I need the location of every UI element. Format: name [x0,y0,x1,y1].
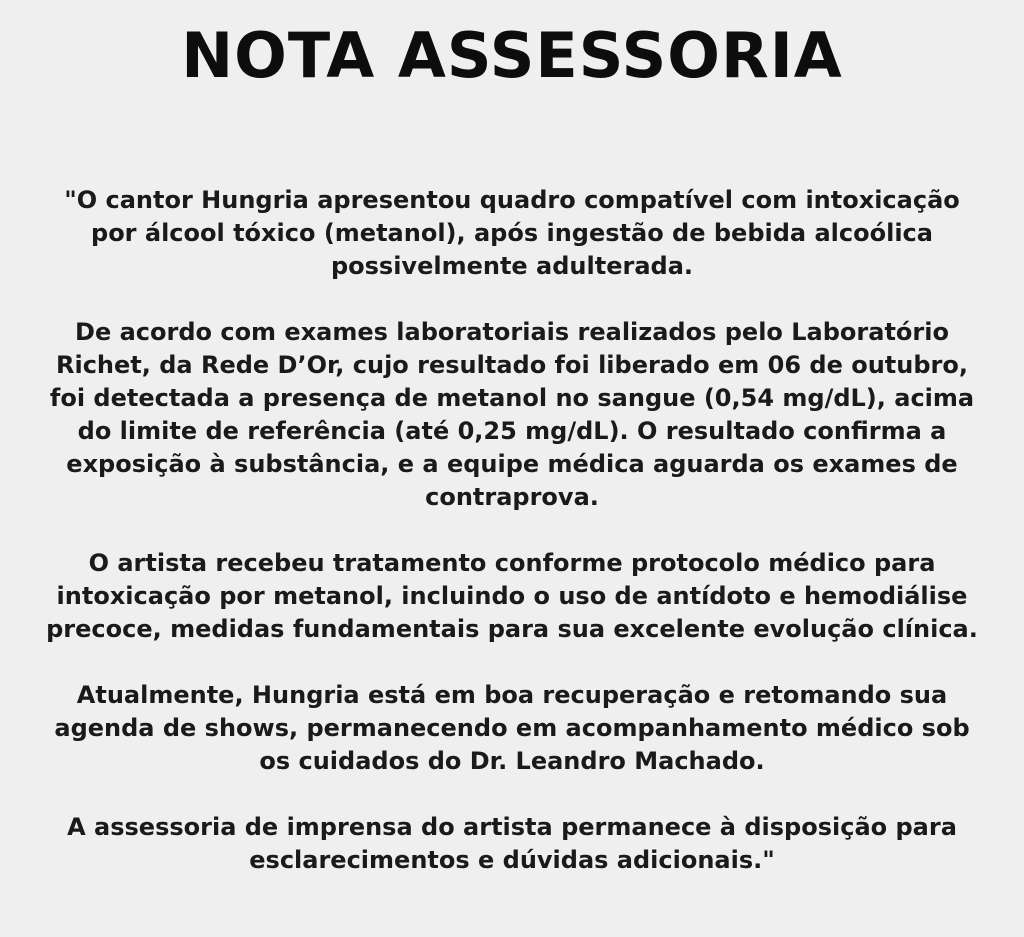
paragraph-lab-results: De acordo com exames laboratoriais realizados pelo Laboratório Richet, da Rede D’Or, cujo resultado foi liberado em 06 de outubro, foi detectada a presença de metanol no sangue (0,54 mg/dL), acima do limite de referência (até 0,25 mg/dL). O resultado confirma a exposição à substância, e a equipe médica aguarda os exames de contraprova. [49,318,975,511]
paragraph-intoxication-summary: "O cantor Hungria apresentou quadro compatível com intoxicação por álcool tóxico (metanol), após ingestão de bebida alcoólica possivelmente adulterada. [64,186,960,280]
note-body [40,184,984,877]
page-title: NOTA ASSESSORIA [181,19,843,92]
paragraph-recovery: Atualmente, Hungria está em boa recuperação e retomando sua agenda de shows, permanecendo em acompanhamento médico sob os cuidados do Dr. Leandro Machado. [54,681,970,775]
paragraph-treatment: O artista recebeu tratamento conforme protocolo médico para intoxicação por metanol, incluindo o uso de antídoto e hemodiálise precoce, medidas fundamentais para sua excelente evolução clínica. [46,549,978,643]
paragraph-contact: A assessoria de imprensa do artista permanece à disposição para esclarecimentos e dúvidas adicionais." [67,813,957,874]
